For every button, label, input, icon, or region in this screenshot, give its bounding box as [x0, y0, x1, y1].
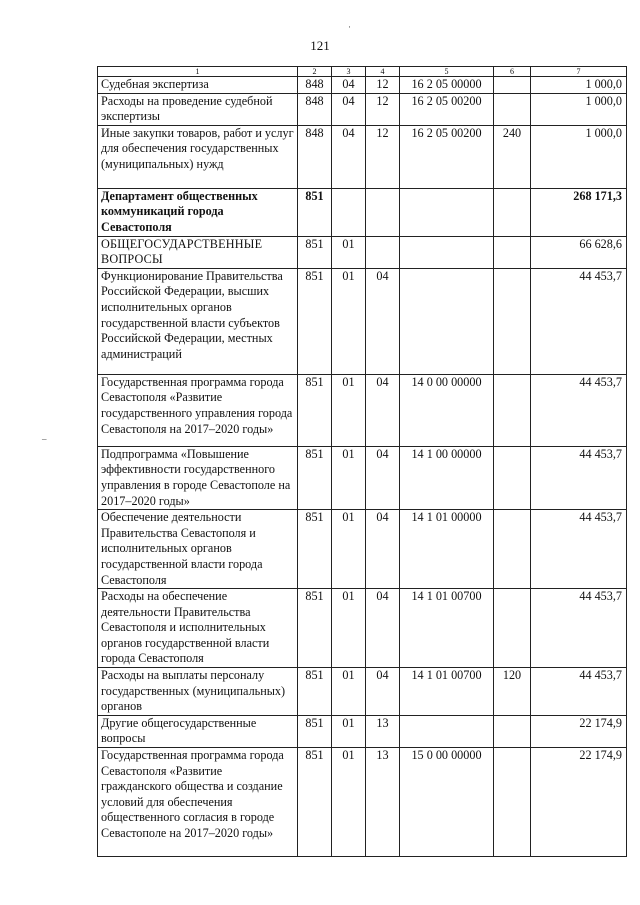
- row-expense: [494, 715, 531, 747]
- row-section: 01: [332, 236, 366, 268]
- row-target: 14 1 01 00700: [400, 668, 494, 716]
- row-code: 851: [298, 268, 332, 374]
- header-cell: 6: [494, 67, 531, 77]
- row-name: Иные закупки товаров, работ и услуг для обеспечения государственных (муниципальных) нужд: [98, 125, 298, 188]
- header-cell: 4: [366, 67, 400, 77]
- row-expense: 120: [494, 668, 531, 716]
- row-amount: 44 453,7: [531, 446, 627, 509]
- row-target: [400, 268, 494, 374]
- row-expense: [494, 77, 531, 94]
- row-amount: 44 453,7: [531, 668, 627, 716]
- row-target: [400, 715, 494, 747]
- row-code: 848: [298, 125, 332, 188]
- row-code: 851: [298, 715, 332, 747]
- row-amount: 44 453,7: [531, 510, 627, 589]
- row-amount: 44 453,7: [531, 589, 627, 668]
- row-target: 16 2 05 00200: [400, 93, 494, 125]
- row-code: 851: [298, 748, 332, 857]
- table-row: [98, 93, 627, 125]
- row-subsection: 04: [366, 268, 400, 374]
- row-section: 01: [332, 589, 366, 668]
- row-expense: [494, 589, 531, 668]
- row-target: 16 2 05 00000: [400, 77, 494, 94]
- row-code: 851: [298, 668, 332, 716]
- table-row: [98, 589, 627, 668]
- header-cell: 5: [400, 67, 494, 77]
- header-cell: 3: [332, 67, 366, 77]
- header-cell: 7: [531, 67, 627, 77]
- table-header-row: [98, 67, 627, 77]
- row-code: 851: [298, 236, 332, 268]
- row-amount: 22 174,9: [531, 715, 627, 747]
- row-name: Расходы на обеспечение деятельности Правительства Севастополя и исполнительных органов государственной власти города Севастополя: [98, 589, 298, 668]
- row-section: 01: [332, 268, 366, 374]
- row-subsection: 12: [366, 77, 400, 94]
- row-code: 851: [298, 374, 332, 446]
- row-name: Подпрограмма «Повышение эффективности государственного управления в городе Севастополе на 2017–2020 годы»: [98, 446, 298, 509]
- row-code: 851: [298, 446, 332, 509]
- row-code: 848: [298, 93, 332, 125]
- row-amount: 44 453,7: [531, 268, 627, 374]
- row-expense: [494, 188, 531, 236]
- row-subsection: 04: [366, 589, 400, 668]
- row-expense: [494, 374, 531, 446]
- row-expense: 240: [494, 125, 531, 188]
- row-target: [400, 236, 494, 268]
- row-subsection: 13: [366, 748, 400, 857]
- row-name: Расходы на выплаты персоналу государственных (муниципальных) органов: [98, 668, 298, 716]
- row-name: Государственная программа города Севастополя «Развитие гражданского общества и создание условий для обеспечения общественного согласия в городе Севастополе на 2017–2020 годы»: [98, 748, 298, 857]
- row-section: 04: [332, 125, 366, 188]
- row-name: Другие общегосударственные вопросы: [98, 715, 298, 747]
- row-target: [400, 188, 494, 236]
- row-expense: [494, 268, 531, 374]
- page-number: 121: [310, 38, 330, 53]
- header-cell: 2: [298, 67, 332, 77]
- row-name: Расходы на проведение судебной экспертизы: [98, 93, 298, 125]
- row-section: 01: [332, 510, 366, 589]
- row-section: 04: [332, 93, 366, 125]
- row-expense: [494, 510, 531, 589]
- row-name: Судебная экспертиза: [98, 77, 298, 94]
- table-row: [98, 236, 627, 268]
- row-subsection: 04: [366, 668, 400, 716]
- row-target: 14 0 00 00000: [400, 374, 494, 446]
- table-row: [98, 77, 627, 94]
- row-expense: [494, 93, 531, 125]
- scan-speck: –: [42, 434, 47, 444]
- row-code: 851: [298, 188, 332, 236]
- header-cell: 1: [98, 67, 298, 77]
- row-code: 848: [298, 77, 332, 94]
- row-target: 14 1 01 00000: [400, 510, 494, 589]
- row-amount: 66 628,6: [531, 236, 627, 268]
- table-row: [98, 668, 627, 716]
- row-section: 01: [332, 446, 366, 509]
- row-section: 01: [332, 748, 366, 857]
- row-section: [332, 188, 366, 236]
- row-target: 14 1 01 00700: [400, 589, 494, 668]
- row-name: Государственная программа города Севастополя «Развитие государственного управления города Севастополя на 2017–2020 годы»: [98, 374, 298, 446]
- row-target: 16 2 05 00200: [400, 125, 494, 188]
- budget-table: [97, 66, 627, 857]
- row-subsection: [366, 188, 400, 236]
- row-subsection: 04: [366, 510, 400, 589]
- table-row: [98, 268, 627, 374]
- table-row: [98, 446, 627, 509]
- scan-speck: ·: [348, 22, 351, 32]
- row-expense: [494, 748, 531, 857]
- row-subsection: 13: [366, 715, 400, 747]
- row-subsection: 12: [366, 125, 400, 188]
- row-code: 851: [298, 510, 332, 589]
- row-name: Департамент общественных коммуникаций города Севастополя: [98, 188, 298, 236]
- row-amount: 268 171,3: [531, 188, 627, 236]
- table-row: [98, 748, 627, 857]
- row-subsection: 04: [366, 446, 400, 509]
- table-row: [98, 510, 627, 589]
- row-section: 01: [332, 715, 366, 747]
- row-amount: 1 000,0: [531, 93, 627, 125]
- row-code: 851: [298, 589, 332, 668]
- row-subsection: 12: [366, 93, 400, 125]
- row-amount: 44 453,7: [531, 374, 627, 446]
- row-section: 04: [332, 77, 366, 94]
- row-subsection: 04: [366, 374, 400, 446]
- row-section: 01: [332, 374, 366, 446]
- row-name: Обеспечение деятельности Правительства Севастополя и исполнительных органов государственной власти города Севастополя: [98, 510, 298, 589]
- row-amount: 1 000,0: [531, 77, 627, 94]
- table-row: [98, 374, 627, 446]
- row-amount: 22 174,9: [531, 748, 627, 857]
- row-expense: [494, 446, 531, 509]
- row-subsection: [366, 236, 400, 268]
- row-amount: 1 000,0: [531, 125, 627, 188]
- row-section: 01: [332, 668, 366, 716]
- row-target: 14 1 00 00000: [400, 446, 494, 509]
- row-expense: [494, 236, 531, 268]
- row-target: 15 0 00 00000: [400, 748, 494, 857]
- row-name: Функционирование Правительства Российской Федерации, высших исполнительных органов государственной власти субъектов Российской Федерации, местных администраций: [98, 268, 298, 374]
- table-row: [98, 188, 627, 236]
- table-row: [98, 125, 627, 188]
- row-name: ОБЩЕГОСУДАРСТВЕННЫЕ ВОПРОСЫ: [98, 236, 298, 268]
- table-row: [98, 715, 627, 747]
